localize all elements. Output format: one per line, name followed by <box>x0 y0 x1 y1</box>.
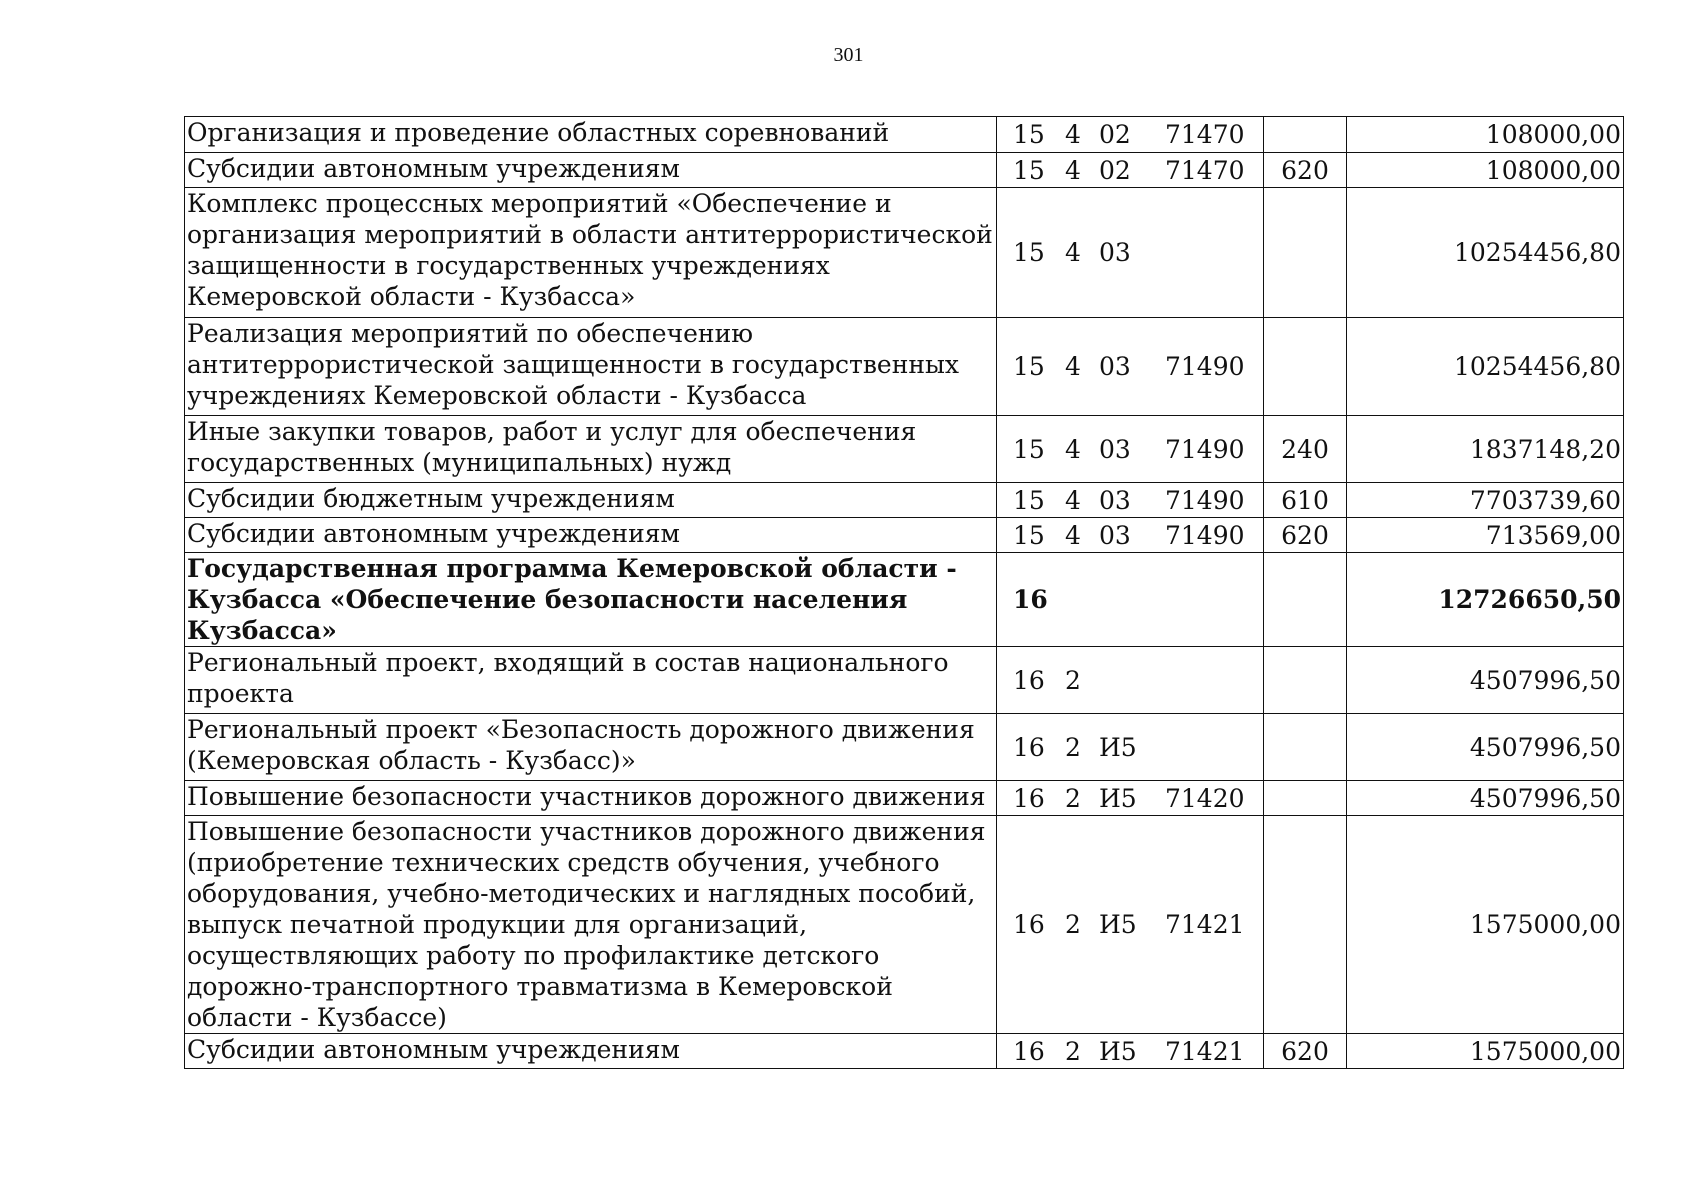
subprogram-code: 4 <box>1065 352 1081 381</box>
event-code: 03 <box>1099 352 1131 381</box>
event-code: И5 <box>1099 783 1137 813</box>
row-codes <box>997 714 1264 781</box>
table-row <box>185 518 1624 553</box>
subprogram-code: 4 <box>1065 238 1081 267</box>
amount: 10254456,80 <box>1347 188 1624 318</box>
table-row <box>185 714 1624 781</box>
page-number: 301 <box>833 44 864 66</box>
row-codes <box>997 518 1264 553</box>
subprogram-code: 4 <box>1065 485 1081 515</box>
subprogram-code: 4 <box>1065 520 1081 550</box>
budget-table <box>184 116 1624 1069</box>
table-row <box>185 816 1624 1034</box>
expense-type-code <box>1264 553 1347 647</box>
subprogram-code: 2 <box>1065 910 1081 939</box>
subprogram-code: 2 <box>1065 1036 1081 1066</box>
row-codes <box>997 816 1264 1034</box>
program-code: 15 <box>1013 434 1045 464</box>
table-row <box>185 781 1624 816</box>
row-codes <box>997 647 1264 714</box>
expense-type-code <box>1264 647 1347 714</box>
direction-code: 71490 <box>1165 520 1245 550</box>
event-code: 02 <box>1099 155 1131 185</box>
row-name: Субсидии бюджетным учреждениям <box>185 483 997 518</box>
direction-code: 71421 <box>1165 910 1245 939</box>
row-name: Комплекс процессных мероприятий «Обеспечение и организация мероприятий в области антитеррористической защищенности в государственных учреждениях Кемеровской области - Кузбасса» <box>185 188 997 318</box>
subprogram-code: 4 <box>1065 434 1081 464</box>
table-row <box>185 117 1624 153</box>
row-name: Государственная программа Кемеровской области - Кузбасса «Обеспечение безопасности населения Кузбасса» <box>185 553 997 647</box>
program-code: 16 <box>1013 1036 1045 1066</box>
row-codes <box>997 781 1264 816</box>
program-code: 16 <box>1013 665 1045 695</box>
program-code: 15 <box>1013 155 1045 185</box>
table-row <box>185 153 1624 188</box>
amount: 108000,00 <box>1347 117 1624 153</box>
subprogram-code: 2 <box>1065 732 1081 762</box>
row-codes <box>997 553 1264 647</box>
row-name: Иные закупки товаров, работ и услуг для обеспечения государственных (муниципальных) нужд <box>185 416 997 483</box>
expense-type-code: 240 <box>1264 416 1347 483</box>
row-name: Повышение безопасности участников дорожного движения (приобретение технических средств обучения, учебного оборудования, учебно-методических и наглядных пособий, выпуск печатной продукции для организаций, осуществляющих работу по профилактике детского дорожно-транспортного травматизма в Кемеровской области - Кузбассе) <box>185 816 997 1034</box>
row-codes <box>997 1034 1264 1069</box>
program-code: 16 <box>1013 783 1045 813</box>
table-row <box>185 1034 1624 1069</box>
event-code: 03 <box>1099 520 1131 550</box>
budget-table-body <box>185 117 1624 1069</box>
expense-type-code: 620 <box>1264 153 1347 188</box>
row-name: Региональный проект «Безопасность дорожного движения (Кемеровская область - Кузбасс)» <box>185 714 997 781</box>
program-code: 15 <box>1013 238 1045 267</box>
row-codes <box>997 318 1264 416</box>
amount: 4507996,50 <box>1347 781 1624 816</box>
row-name: Повышение безопасности участников дорожного движения <box>185 781 997 816</box>
direction-code: 71490 <box>1165 485 1245 515</box>
amount: 1575000,00 <box>1347 1034 1624 1069</box>
row-codes <box>997 188 1264 318</box>
amount: 1837148,20 <box>1347 416 1624 483</box>
event-code: 03 <box>1099 434 1131 464</box>
event-code: 03 <box>1099 238 1131 267</box>
direction-code: 71490 <box>1165 352 1245 381</box>
event-code: И5 <box>1099 1036 1137 1066</box>
expense-type-code: 620 <box>1264 518 1347 553</box>
table-row <box>185 647 1624 714</box>
program-code: 16 <box>1013 585 1048 614</box>
subprogram-code: 2 <box>1065 783 1081 813</box>
row-codes <box>997 117 1264 153</box>
table-row <box>185 553 1624 647</box>
table-row <box>185 416 1624 483</box>
expense-type-code <box>1264 816 1347 1034</box>
subprogram-code: 4 <box>1065 120 1081 149</box>
event-code: И5 <box>1099 910 1137 939</box>
amount: 12726650,50 <box>1347 553 1624 647</box>
amount: 10254456,80 <box>1347 318 1624 416</box>
amount: 713569,00 <box>1347 518 1624 553</box>
amount: 4507996,50 <box>1347 647 1624 714</box>
event-code: 02 <box>1099 120 1131 149</box>
row-name: Реализация мероприятий по обеспечению антитеррористической защищенности в государственных учреждениях Кемеровской области - Кузбасса <box>185 318 997 416</box>
program-code: 16 <box>1013 732 1045 762</box>
direction-code: 71470 <box>1165 155 1245 185</box>
expense-type-code <box>1264 781 1347 816</box>
table-row <box>185 318 1624 416</box>
program-code: 15 <box>1013 352 1045 381</box>
amount: 7703739,60 <box>1347 483 1624 518</box>
amount: 4507996,50 <box>1347 714 1624 781</box>
direction-code: 71490 <box>1165 434 1245 464</box>
direction-code: 71421 <box>1165 1036 1245 1066</box>
row-codes <box>997 153 1264 188</box>
program-code: 15 <box>1013 485 1045 515</box>
amount: 108000,00 <box>1347 153 1624 188</box>
table-row <box>185 483 1624 518</box>
expense-type-code: 610 <box>1264 483 1347 518</box>
row-codes <box>997 416 1264 483</box>
amount: 1575000,00 <box>1347 816 1624 1034</box>
table-row <box>185 188 1624 318</box>
program-code: 16 <box>1013 910 1045 939</box>
subprogram-code: 4 <box>1065 155 1081 185</box>
program-code: 15 <box>1013 120 1045 149</box>
expense-type-code <box>1264 318 1347 416</box>
event-code: 03 <box>1099 485 1131 515</box>
expense-type-code <box>1264 117 1347 153</box>
row-name: Субсидии автономным учреждениям <box>185 1034 997 1069</box>
row-codes <box>997 483 1264 518</box>
direction-code: 71470 <box>1165 120 1245 149</box>
expense-type-code: 620 <box>1264 1034 1347 1069</box>
program-code: 15 <box>1013 520 1045 550</box>
subprogram-code: 2 <box>1065 665 1081 695</box>
direction-code: 71420 <box>1165 783 1245 813</box>
row-name: Организация и проведение областных соревнований <box>185 117 997 153</box>
expense-type-code <box>1264 188 1347 318</box>
row-name: Субсидии автономным учреждениям <box>185 518 997 553</box>
expense-type-code <box>1264 714 1347 781</box>
event-code: И5 <box>1099 732 1137 762</box>
row-name: Субсидии автономным учреждениям <box>185 153 997 188</box>
row-name: Региональный проект, входящий в состав национального проекта <box>185 647 997 714</box>
